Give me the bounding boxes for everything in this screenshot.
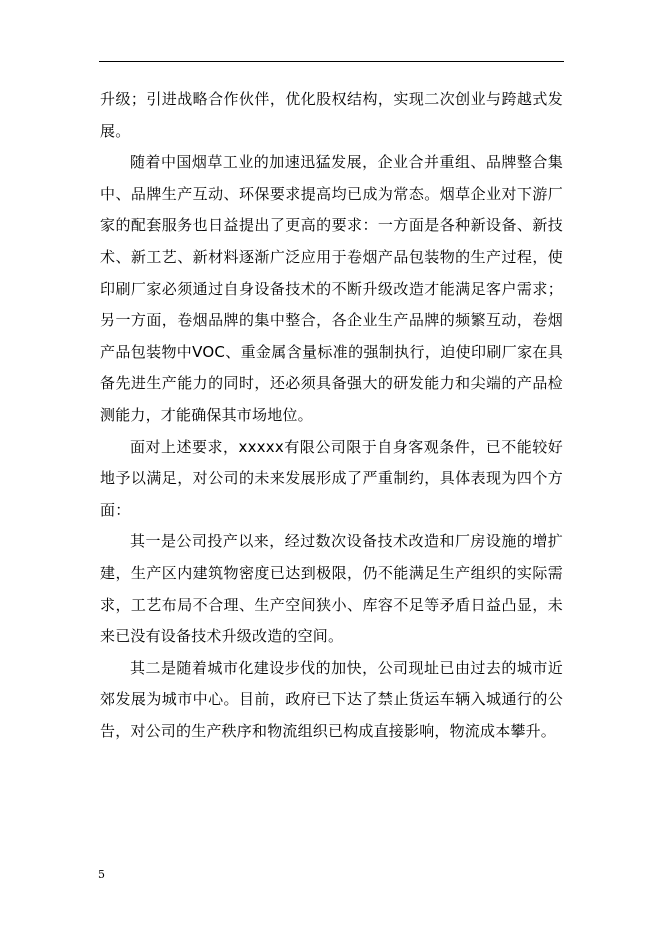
paragraph-constraint-two: 其二是随着城市化建设步伐的加快，公司现址已由过去的城市近郊发展为城市中心。目前，政府已下达了禁止货运车辆入城通行的公告，对公司的生产秩序和物流组织已构成直接影响，物流成本攀升。	[100, 658, 563, 740]
paragraph-industry-trends: 随着中国烟草工业的加速迅猛发展，企业合并重组、品牌整合集中、品牌生产互动、环保要求提高均已成为常态。烟草企业对下游厂家的配套服务也日益提出了更高的要求：一方面是各种新设备、新技术、新工艺、新材料逐渐广泛应用于卷烟产品包装物的生产过程，使印刷厂家必须通过自身设备技术的不断升级改造才能满足客户需求；另一方面，卷烟品牌的集中整合，各企业生产品牌的频繁互动，卷烟产品包装物中VOC、重金属含量标准的强制执行，迫使印刷厂家在具备先进生产能力的同时，还必须具备强大的研发能力和尖端的产品检测能力，才能确保其市场地位。	[100, 153, 563, 424]
document-body	[100, 84, 563, 747]
header-rule	[99, 61, 564, 62]
paragraph-constraint-one: 其一是公司投产以来，经过数次设备技术改造和厂房设施的增扩建，生产区内建筑物密度已达到极限，仍不能满足生产组织的实际需求，工艺布局不合理、生产空间狭小、库容不足等矛盾日益凸显，未来已没有设备技术升级改造的空间。	[100, 532, 563, 646]
page-number: 5	[98, 868, 105, 881]
paragraph-constraints-intro: 面对上述要求，xxxxx有限公司限于自身客观条件，已不能较好地予以满足，对公司的未来发展形成了严重制约，具体表现为四个方面：	[100, 437, 563, 519]
paragraph-continuation: 升级；引进战略合作伙伴，优化股权结构，实现二次创业与跨越式发展。	[100, 90, 563, 140]
